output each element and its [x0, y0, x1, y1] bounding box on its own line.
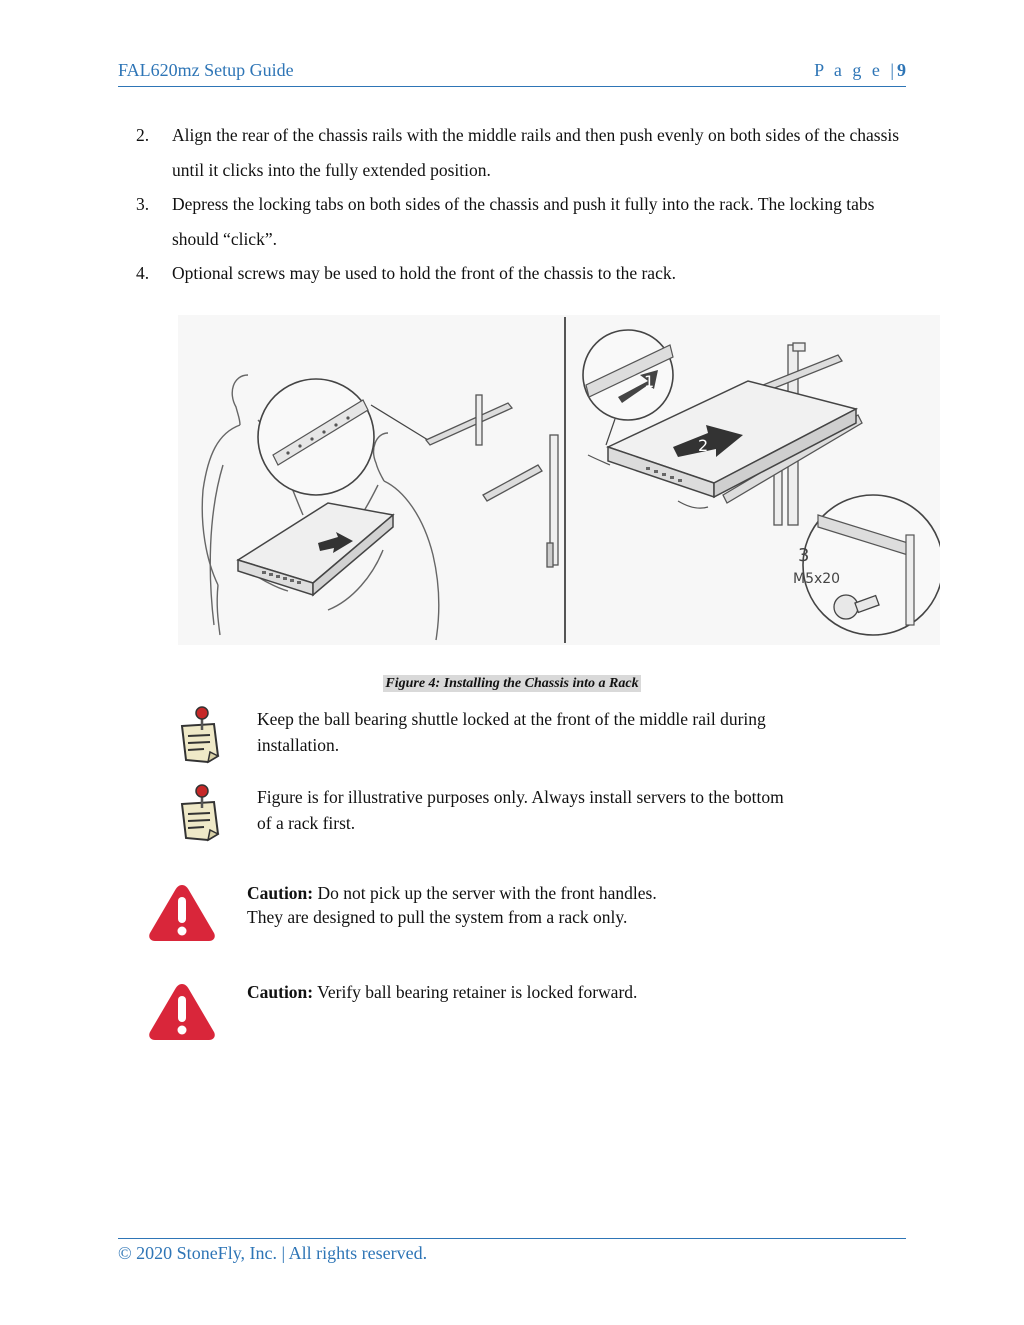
step-item — [136, 187, 906, 256]
copyright-text: © 2020 StoneFly, Inc. | All rights reserved. — [118, 1243, 428, 1263]
page-label: P a g e | — [814, 60, 897, 80]
caution-text: Caution: Verify ball bearing retainer is locked forward. — [247, 982, 638, 1002]
memo-pin-icon — [176, 706, 224, 764]
step-number: 3. — [136, 194, 150, 214]
warning-triangle-icon — [146, 881, 218, 943]
document-title: FAL620mz Setup Guide — [118, 60, 294, 80]
page-number-value: 9 — [897, 60, 906, 80]
step-3-label: 3 — [798, 545, 810, 566]
instruction-steps — [136, 118, 906, 291]
rack-installation-illustration — [178, 315, 940, 645]
page-number — [814, 60, 906, 81]
step-number: 2. — [136, 125, 150, 145]
step-item — [136, 256, 906, 291]
step-text: Align the rear of the chassis rails with the middle rails and then push evenly on both sides of the chassis until it clicks into the fully extended position. — [172, 125, 900, 180]
step-text: Optional screws may be used to hold the front of the chassis to the rack. — [172, 263, 676, 283]
step-item — [136, 118, 906, 187]
caution-text: Caution: Do not pick up the server with the front handles. They are designed to pull the system from a rack only. — [247, 883, 657, 927]
page-footer — [118, 1238, 906, 1263]
step-text: Depress the locking tabs on both sides of the chassis and push it fully into the rack. The locking tabs should “click”. — [172, 194, 875, 249]
step-number: 4. — [136, 263, 150, 283]
step-1-label: 1 — [644, 372, 655, 391]
figure-caption: Figure 4: Installing the Chassis into a Rack — [385, 676, 639, 691]
rack-installation-figure — [178, 315, 940, 645]
page-header — [118, 60, 906, 87]
note-text: Keep the ball bearing shuttle locked at the front of the middle rail during installation. — [257, 709, 766, 755]
memo-pin-icon — [176, 784, 224, 842]
note-text: Figure is for illustrative purposes only. Always install servers to the bottom of a rack first. — [257, 787, 784, 833]
step-2-label: 2 — [698, 436, 709, 455]
warning-triangle-icon — [146, 980, 218, 1042]
screw-size-label: M5x20 — [793, 571, 841, 587]
